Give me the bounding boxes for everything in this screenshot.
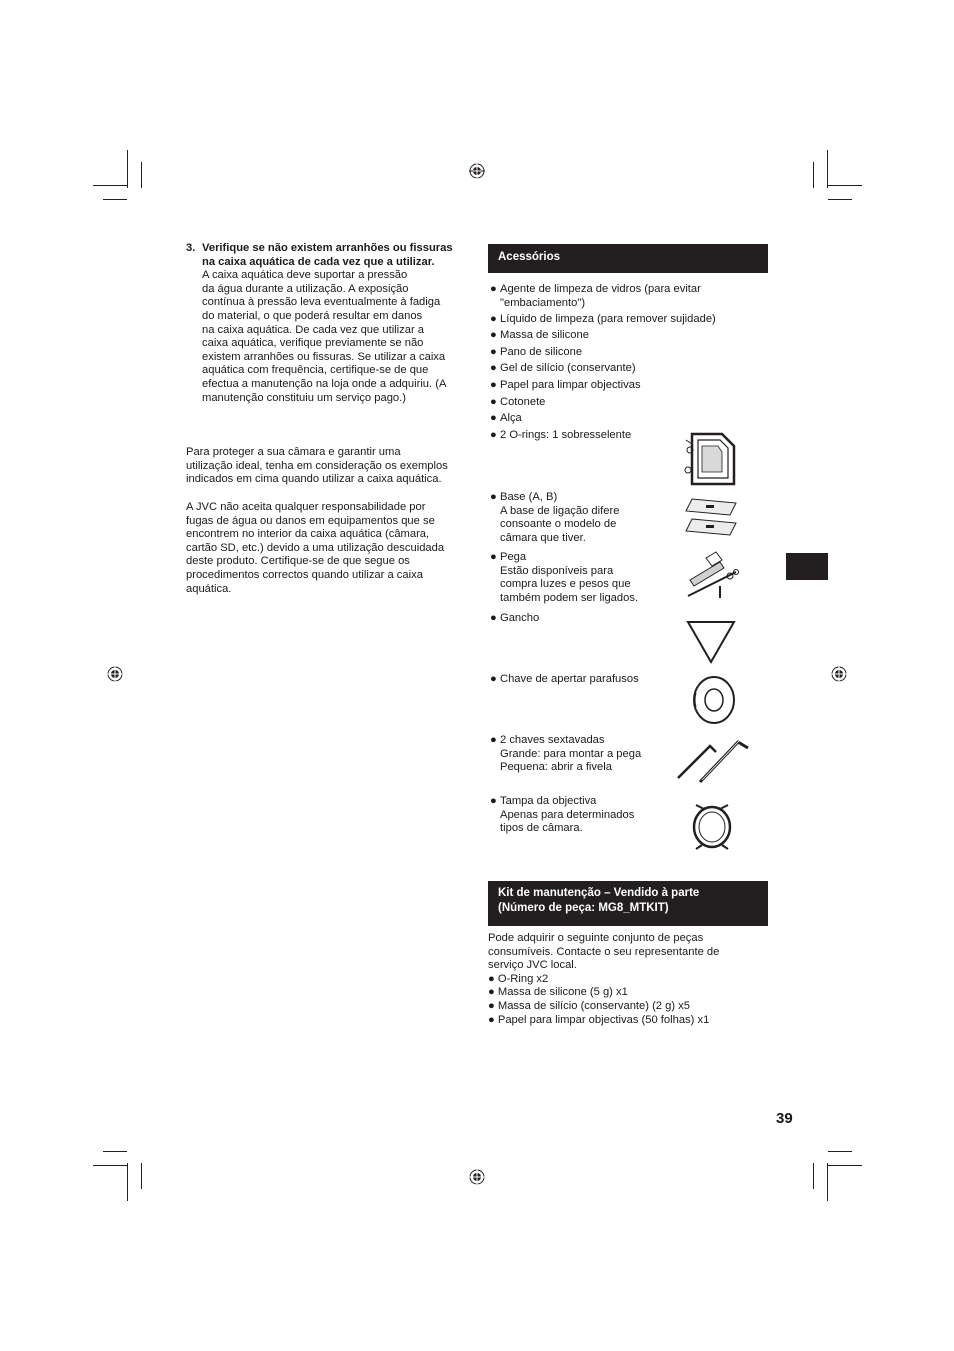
paragraph-line: indicados em cima quando utilizar a caixa aquática.: [186, 473, 442, 486]
accessory-item: [490, 379, 740, 393]
accessory-text: Gel de silício (conservante): [500, 362, 636, 374]
base-plates-icon: [684, 497, 740, 539]
paragraph-line: cartão SD, etc.) devido a uma utilização descuidada: [186, 541, 445, 554]
accessory-text: Gancho: [500, 612, 540, 624]
bullet-icon: ●: [490, 673, 497, 685]
page-number: 39: [776, 1110, 793, 1127]
kit-intro-line: Pode adquirir o seguinte conjunto de peças: [488, 932, 704, 944]
accessory-text: Grande: para montar a pega: [500, 747, 642, 760]
registration-mark-icon: [107, 666, 123, 682]
paragraph-line: aquática.: [186, 582, 232, 595]
left-column: [186, 242, 468, 405]
accessory-item: [490, 329, 740, 343]
bullet-icon: ●: [490, 612, 497, 624]
grip-handle-icon: [684, 550, 742, 602]
item-body-line: do material, o que poderá resultar em danos: [202, 309, 423, 322]
accessory-text: "embaciamento"): [500, 296, 586, 309]
accessory-text: Pano de silicone: [500, 346, 583, 358]
kit-item: [488, 1000, 778, 1014]
bullet-icon: ●: [488, 972, 495, 985]
accessory-text: consoante o modelo de: [500, 518, 617, 531]
item-number: 3.: [186, 242, 196, 254]
accessory-text: Pega: [500, 551, 527, 563]
accessory-item: [490, 283, 740, 310]
accessory-text: Estão disponíveis para: [500, 564, 614, 577]
bullet-icon: ●: [488, 1013, 495, 1026]
kit-item: [488, 986, 778, 1000]
accessory-text: Papel para limpar objectivas: [500, 379, 641, 391]
accessory-item: [490, 412, 740, 426]
accessory-text: Líquido de limpeza (para remover sujidade): [500, 313, 716, 325]
item-body-line: manutenção constituiu um serviço pago.): [202, 391, 406, 404]
item-body-line: da água durante a utilização. A exposição: [202, 282, 409, 295]
accessory-text: também podem ser ligados.: [500, 591, 639, 604]
kit-item-text: Massa de silício (conservante) (2 g) x5: [497, 999, 691, 1012]
bullet-icon: ●: [490, 491, 497, 503]
accessory-text: 2 O-rings: 1 sobresselente: [500, 429, 632, 441]
bullet-icon: ●: [490, 551, 497, 563]
accessory-text: Chave de apertar parafusos: [500, 673, 639, 685]
accessory-text: Pequena: abrir a fivela: [500, 761, 612, 774]
accessory-text: Tampa da objectiva: [500, 795, 597, 807]
kit-item-text: Massa de silicone (5 g) x1: [497, 986, 628, 999]
paragraph-line: deste produto. Certifique-se de que segue os: [186, 555, 410, 568]
kit-item-text: O-Ring x2: [497, 972, 549, 985]
kit-intro-line: consumíveis. Contacte o seu representante de: [488, 945, 720, 958]
item-title: Verifique se não existem arranhões ou fissuras na caixa aquática de cada vez que a utilizar.: [202, 242, 453, 268]
bullet-icon: ●: [490, 412, 497, 424]
tightening-key-icon: [690, 675, 736, 725]
accessory-text: Alça: [500, 412, 522, 424]
hook-triangle-icon: [686, 618, 736, 664]
accessory-text: câmara que tiver.: [500, 531, 586, 544]
instruction-item-3: [186, 242, 468, 405]
paragraph-line: encontrem no interior da caixa aquática (câmara,: [186, 528, 430, 541]
accessories-header: [488, 244, 768, 273]
accessory-item: [490, 362, 740, 376]
lens-cap-icon: [690, 797, 734, 853]
paragraph-line: A JVC não aceita qualquer responsabilidade por: [186, 501, 426, 513]
accessory-text: Apenas para determinados: [500, 808, 635, 821]
item-body-line: efectua a manutenção na loja onde a adquiriu. (A: [202, 377, 447, 390]
item-body-line: existem arranhões ou fissuras. Se utilizar a caixa: [202, 350, 446, 363]
hex-keys-icon: [676, 738, 750, 784]
kit-item: [488, 1014, 778, 1028]
accessory-item: [490, 313, 740, 327]
bullet-icon: ●: [490, 362, 497, 374]
paragraph-liability: [186, 501, 476, 596]
accessory-text: A base de ligação difere: [500, 504, 620, 517]
paragraph-line: Para proteger a sua câmara e garantir uma: [186, 446, 401, 458]
accessory-item: [490, 396, 740, 410]
accessory-text: Base (A, B): [500, 491, 558, 503]
bullet-icon: ●: [490, 734, 497, 746]
bullet-icon: ●: [488, 999, 495, 1012]
kit-header-line: Kit de manutenção – Vendido à parte: [498, 887, 700, 899]
bullet-icon: ●: [490, 429, 497, 441]
registration-mark-icon: [831, 666, 847, 682]
accessory-text: 2 chaves sextavadas: [500, 734, 605, 746]
bullet-icon: ●: [490, 329, 497, 341]
bullet-icon: ●: [490, 396, 497, 408]
accessory-item: [490, 346, 740, 360]
paragraph-protection: [186, 446, 476, 487]
registration-mark-icon: [469, 163, 485, 179]
accessories-header-text: Acessórios: [498, 251, 561, 263]
item-body-line: aquática com frequência, certifique-se de que: [202, 364, 429, 377]
bullet-icon: ●: [490, 379, 497, 391]
paragraph-line: procedimentos correctos quando utilizar a caixa: [186, 568, 423, 581]
registration-mark-icon: [469, 1169, 485, 1185]
accessory-text: Massa de silicone: [500, 329, 589, 341]
kit-header-line: (Número de peça: MG8_MTKIT): [498, 902, 669, 914]
item-body-line: na caixa aquática. De cada vez que utilizar a: [202, 323, 425, 336]
accessory-text: Agente de limpeza de vidros (para evitar: [500, 283, 701, 295]
maintenance-kit-header: [488, 881, 768, 926]
bullet-icon: ●: [490, 795, 497, 807]
paragraph-line: utilização ideal, tenha em consideração os exemplos: [186, 459, 448, 472]
kit-item-text: Papel para limpar objectivas (50 folhas) x1: [497, 1013, 710, 1026]
bullet-icon: ●: [490, 283, 497, 295]
housing-frame-icon: [682, 430, 740, 488]
bullet-icon: ●: [490, 346, 497, 358]
maintenance-kit-body: [488, 932, 778, 1027]
item-body-line: A caixa aquática deve suportar a pressão: [202, 269, 408, 282]
bullet-icon: ●: [488, 986, 495, 999]
accessory-text: Cotonete: [500, 396, 546, 408]
accessory-text: tipos de câmara.: [500, 822, 583, 835]
section-tab: [786, 553, 828, 580]
kit-intro-line: serviço JVC local.: [488, 959, 577, 972]
item-body-line: contínua à pressão leva eventualmente à fadiga: [202, 296, 441, 309]
kit-item: [488, 973, 778, 987]
bullet-icon: ●: [490, 313, 497, 325]
paragraph-line: fugas de água ou danos em equipamentos que se: [186, 514, 435, 527]
accessory-text: compra luzes e pesos que: [500, 578, 631, 591]
item-body-line: caixa aquática, verifique previamente se não: [202, 337, 424, 350]
